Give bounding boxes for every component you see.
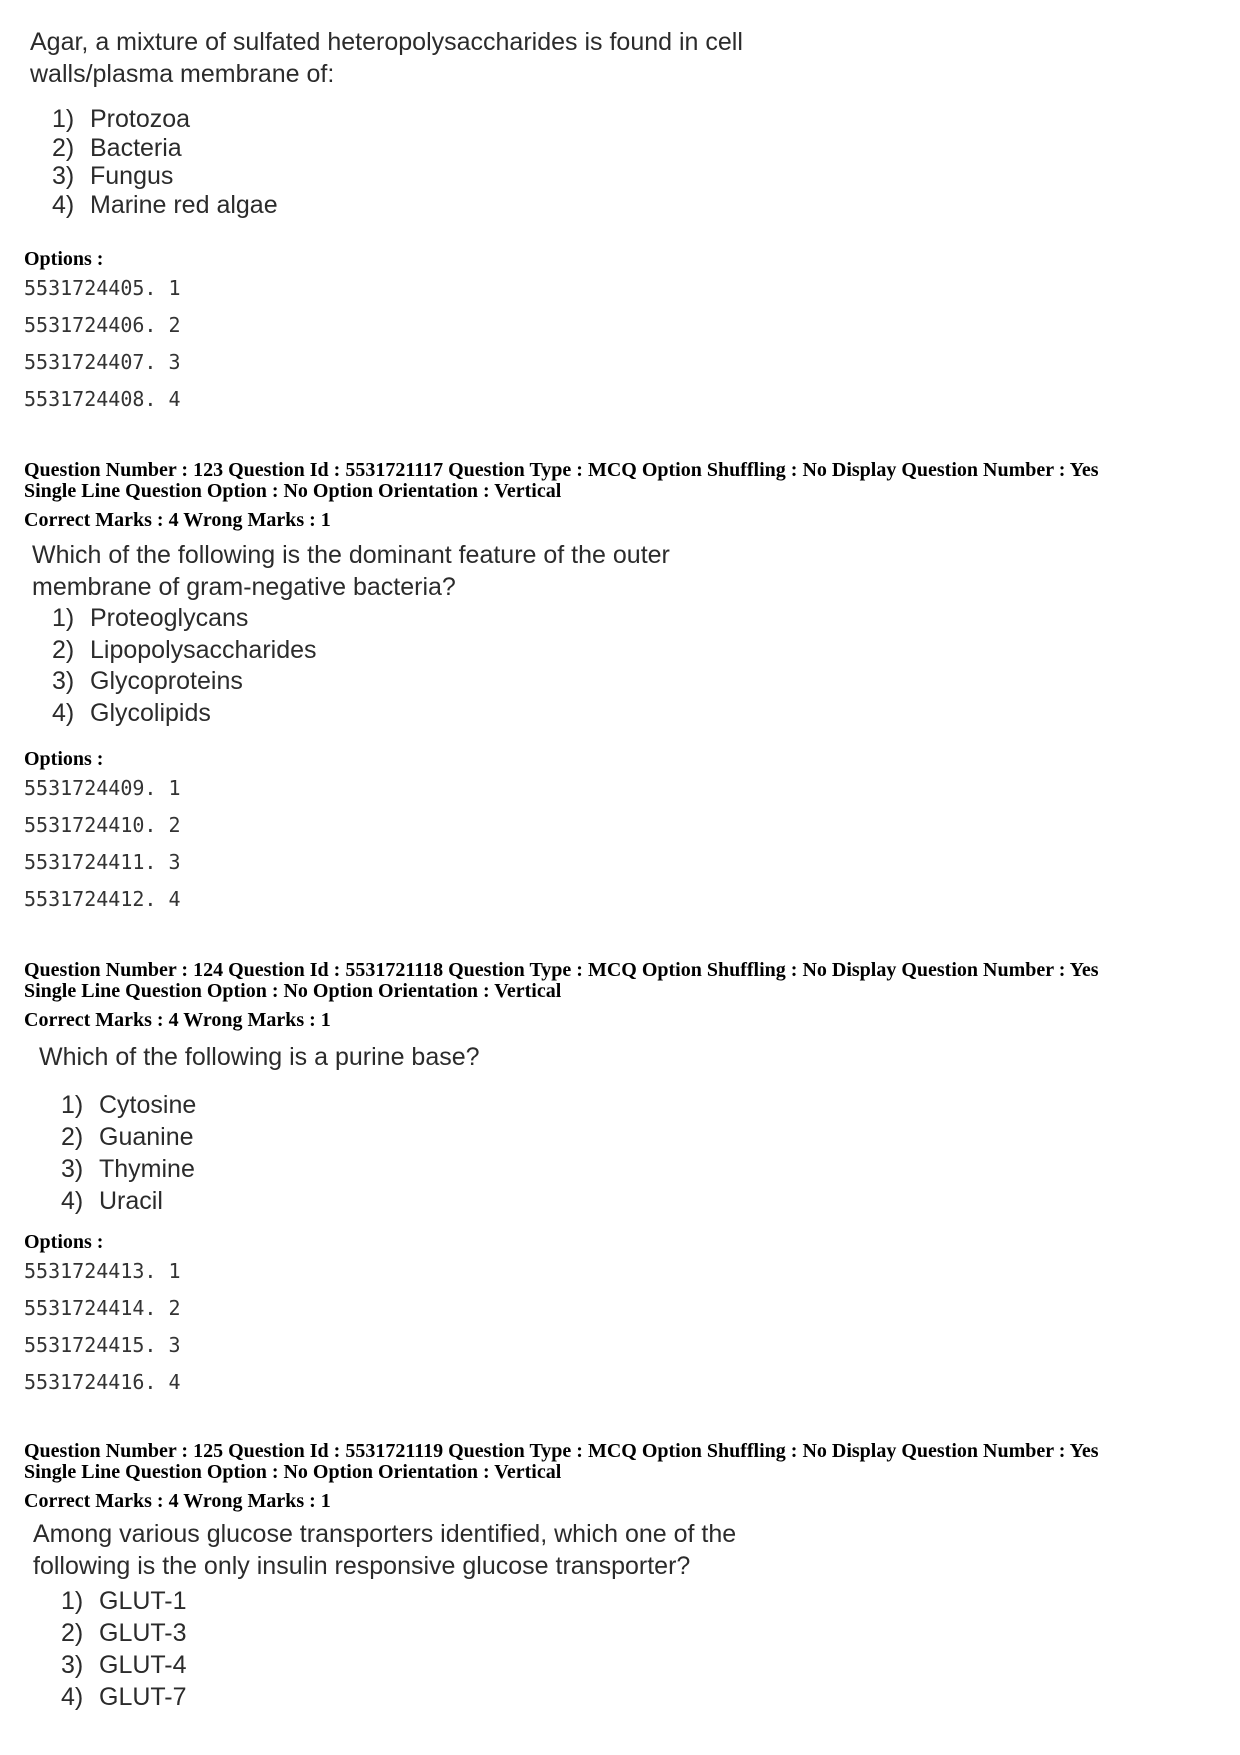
question-meta	[24, 960, 1099, 1031]
option-id: 5531724412. 4	[24, 887, 181, 911]
question-meta	[24, 460, 1099, 531]
answer-choice	[52, 162, 278, 191]
answer-choice	[61, 1121, 196, 1153]
choice-number: 1)	[61, 1587, 84, 1615]
answer-choices	[52, 105, 278, 219]
options-label: Options :	[24, 248, 104, 270]
choice-number: 2)	[52, 635, 75, 664]
choice-number: 4)	[61, 1683, 84, 1711]
option-id: 5531724416. 4	[24, 1370, 181, 1394]
question-line: following is the only insulin responsive glucose transporter?	[33, 1552, 691, 1580]
marks-line: Correct Marks : 4 Wrong Marks : 1	[24, 1490, 331, 1512]
choice-text: GLUT-4	[99, 1651, 187, 1679]
question-line: membrane of gram-negative bacteria?	[32, 573, 456, 601]
options-label: Options :	[24, 748, 104, 770]
answer-choice	[52, 698, 317, 730]
choice-text: Glycoproteins	[90, 667, 243, 695]
choice-number: 1)	[52, 105, 75, 133]
choice-text: Fungus	[90, 162, 174, 190]
meta-line: Question Number : 125 Question Id : 5531721119 Question Type : MCQ Option Shuffling : No Display Question Number : Yes	[24, 1440, 1099, 1462]
question-text	[32, 539, 670, 603]
option-id: 5531724409. 1	[24, 776, 181, 800]
question-text	[30, 26, 743, 90]
marks-line: Correct Marks : 4 Wrong Marks : 1	[24, 1009, 331, 1031]
option-id-list	[24, 776, 181, 924]
choice-text: Lipopolysaccharides	[90, 635, 317, 664]
question-text	[33, 1518, 736, 1582]
choice-number: 1)	[52, 604, 75, 632]
choice-number: 4)	[52, 698, 75, 727]
question-line: Which of the following is a purine base?	[39, 1043, 480, 1071]
option-id-list	[24, 276, 181, 424]
choice-text: Glycolipids	[90, 698, 211, 727]
choice-text: Marine red algae	[90, 190, 278, 219]
answer-choice	[52, 666, 317, 698]
answer-choice	[61, 1617, 187, 1649]
meta-line: Single Line Question Option : No Option Orientation : Vertical	[24, 480, 562, 502]
question-line: walls/plasma membrane of:	[30, 60, 335, 88]
meta-line: Single Line Question Option : No Option Orientation : Vertical	[24, 1461, 562, 1483]
answer-choice	[61, 1681, 187, 1713]
answer-choices	[61, 1089, 196, 1217]
answer-choice	[61, 1585, 187, 1617]
question-line: Which of the following is the dominant feature of the outer	[32, 541, 670, 569]
option-id: 5531724415. 3	[24, 1333, 181, 1357]
choice-text: GLUT-3	[99, 1619, 187, 1647]
meta-line: Question Number : 124 Question Id : 5531721118 Question Type : MCQ Option Shuffling : No Display Question Number : Yes	[24, 959, 1099, 981]
choice-text: GLUT-1	[99, 1587, 187, 1615]
answer-choice	[61, 1185, 196, 1217]
answer-choice	[61, 1649, 187, 1681]
option-id-list	[24, 1259, 181, 1407]
question-meta	[24, 1441, 1099, 1512]
option-id: 5531724407. 3	[24, 350, 181, 374]
options-label: Options :	[24, 1231, 104, 1253]
choice-number: 4)	[61, 1187, 84, 1215]
question-text	[39, 1041, 480, 1073]
answer-choice	[52, 191, 278, 220]
choice-number: 3)	[52, 667, 75, 695]
choice-text: GLUT-7	[99, 1683, 187, 1711]
answer-choice	[52, 134, 278, 163]
answer-choice	[61, 1153, 196, 1185]
marks-line: Correct Marks : 4 Wrong Marks : 1	[24, 509, 331, 531]
question-line: Agar, a mixture of sulfated heteropolysaccharides is found in cell	[30, 28, 743, 56]
answer-choice	[52, 603, 317, 635]
choice-text: Proteoglycans	[90, 604, 249, 632]
meta-line: Single Line Question Option : No Option Orientation : Vertical	[24, 980, 562, 1002]
choice-text: Thymine	[99, 1155, 195, 1183]
answer-choice	[52, 105, 278, 134]
question-line: Among various glucose transporters identified, which one of the	[33, 1520, 737, 1548]
answer-choices	[52, 603, 317, 729]
choice-number: 4)	[52, 190, 75, 219]
option-id: 5531724408. 4	[24, 387, 181, 411]
choice-number: 2)	[61, 1619, 84, 1647]
choice-text: Cytosine	[99, 1091, 197, 1119]
option-id: 5531724406. 2	[24, 313, 181, 337]
choice-number: 2)	[52, 133, 75, 162]
option-id: 5531724413. 1	[24, 1259, 181, 1283]
option-id: 5531724410. 2	[24, 813, 181, 837]
choice-number: 1)	[61, 1091, 84, 1119]
choice-text: Bacteria	[90, 133, 182, 162]
choice-number: 3)	[61, 1651, 84, 1679]
choice-number: 2)	[61, 1123, 84, 1151]
choice-text: Uracil	[99, 1187, 163, 1215]
choice-number: 3)	[52, 162, 75, 190]
meta-line: Question Number : 123 Question Id : 5531721117 Question Type : MCQ Option Shuffling : No Display Question Number : Yes	[24, 459, 1099, 481]
answer-choice	[52, 635, 317, 667]
option-id: 5531724411. 3	[24, 850, 181, 874]
option-id: 5531724414. 2	[24, 1296, 181, 1320]
choice-number: 3)	[61, 1155, 84, 1183]
answer-choice	[61, 1089, 196, 1121]
option-id: 5531724405. 1	[24, 276, 181, 300]
choice-text: Guanine	[99, 1123, 194, 1151]
choice-text: Protozoa	[90, 105, 191, 133]
answer-choices	[61, 1585, 187, 1713]
